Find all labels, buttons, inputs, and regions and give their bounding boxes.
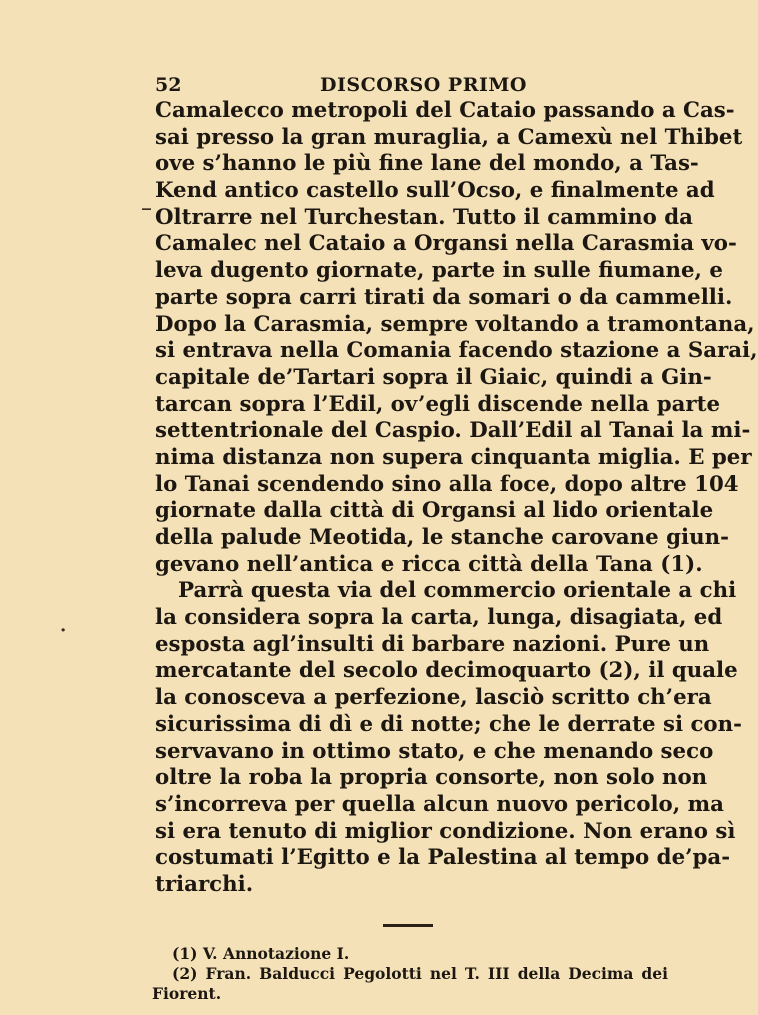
text-line: Parrà questa via del commercio orientale a chi xyxy=(178,578,737,604)
text-line: sicurissima di dì e di notte; che le derrate si con- xyxy=(155,711,742,737)
page-number: 52 xyxy=(155,74,182,96)
footnote: Fiorent. xyxy=(152,984,222,1003)
page-header xyxy=(155,70,670,100)
text-line: leva dugento giornate, parte in sulle fiumane, e xyxy=(155,258,723,284)
text-line: Oltrarre nel Turchestan. Tutto il cammino da xyxy=(155,204,693,230)
text-line: capitale de’Tartari sopra il Giaic, quindi a Gin- xyxy=(155,364,712,390)
running-title: DISCORSO PRIMO xyxy=(320,74,527,96)
text-line: lo Tanai scendendo sino alla foce, dopo altre 104 xyxy=(155,471,739,497)
text-line: la considera sopra la carta, lunga, disagiata, ed xyxy=(155,605,723,631)
text-line: tarcan sopra l’Edil, ov’egli discende nella parte xyxy=(155,391,721,417)
text-line: parte sopra carri tirati da somari o da cammelli. xyxy=(155,284,733,310)
text-line: nima distanza non supera cinquanta miglia. E per xyxy=(155,444,752,470)
text-line: la conosceva a perfezione, lasciò scritto ch’era xyxy=(155,685,712,711)
text-line: Camalec nel Cataio a Organsi nella Carasmia vo- xyxy=(155,231,737,257)
text-line: giornate dalla città di Organsi al lido orientale xyxy=(155,498,714,524)
footnote-separator xyxy=(383,924,433,927)
footnotes xyxy=(152,944,668,1004)
text-line: oltre la roba la propria consorte, non solo non xyxy=(155,765,708,791)
footnote: (1) V. Annotazione I. xyxy=(172,944,350,963)
body-text xyxy=(155,98,758,899)
text-line: mercatante del secolo decimoquarto (2), il quale xyxy=(155,658,738,684)
footnote: (2) Fran. Balducci Pegolotti nel T. III della Decima dei xyxy=(172,964,668,983)
text-line: sai presso la gran muraglia, a Camexù nel Thibet xyxy=(155,124,743,150)
margin-mark: _ xyxy=(142,190,151,211)
text-line: Dopo la Carasmia, sempre voltando a tramontana, xyxy=(155,311,755,337)
text-line: s’incorreva per quella alcun nuovo pericolo, ma xyxy=(155,791,724,817)
text-line: della palude Meotida, le stanche carovane giun- xyxy=(155,525,729,550)
text-line: Kend antico castello sull’Ocso, e finalmente ad xyxy=(155,178,715,204)
text-line: gevano nell’antica e ricca città della Tana (1). xyxy=(155,551,703,577)
text-line: ove s’hanno le più fine lane del mondo, a Tas- xyxy=(155,151,699,177)
text-line: costumati l’Egitto e la Palestina al tempo de’pa- xyxy=(155,845,731,871)
text-line: esposta agl’insulti di barbare nazioni. Pure un xyxy=(155,631,710,657)
text-line: settentrionale del Caspio. Dall’Edil al Tanai la mi- xyxy=(155,418,751,444)
text-line: triarchi. xyxy=(155,871,254,897)
text-line: si era tenuto di miglior condizione. Non erano sì xyxy=(155,818,736,844)
text-line: si entrava nella Comania facendo stazione a Sarai, xyxy=(155,338,758,364)
text-line: Camalecco metropoli del Cataio passando a Cas- xyxy=(155,98,735,123)
margin-mark: · xyxy=(60,620,67,641)
text-line: servavano in ottimo stato, e che menando seco xyxy=(155,738,714,764)
